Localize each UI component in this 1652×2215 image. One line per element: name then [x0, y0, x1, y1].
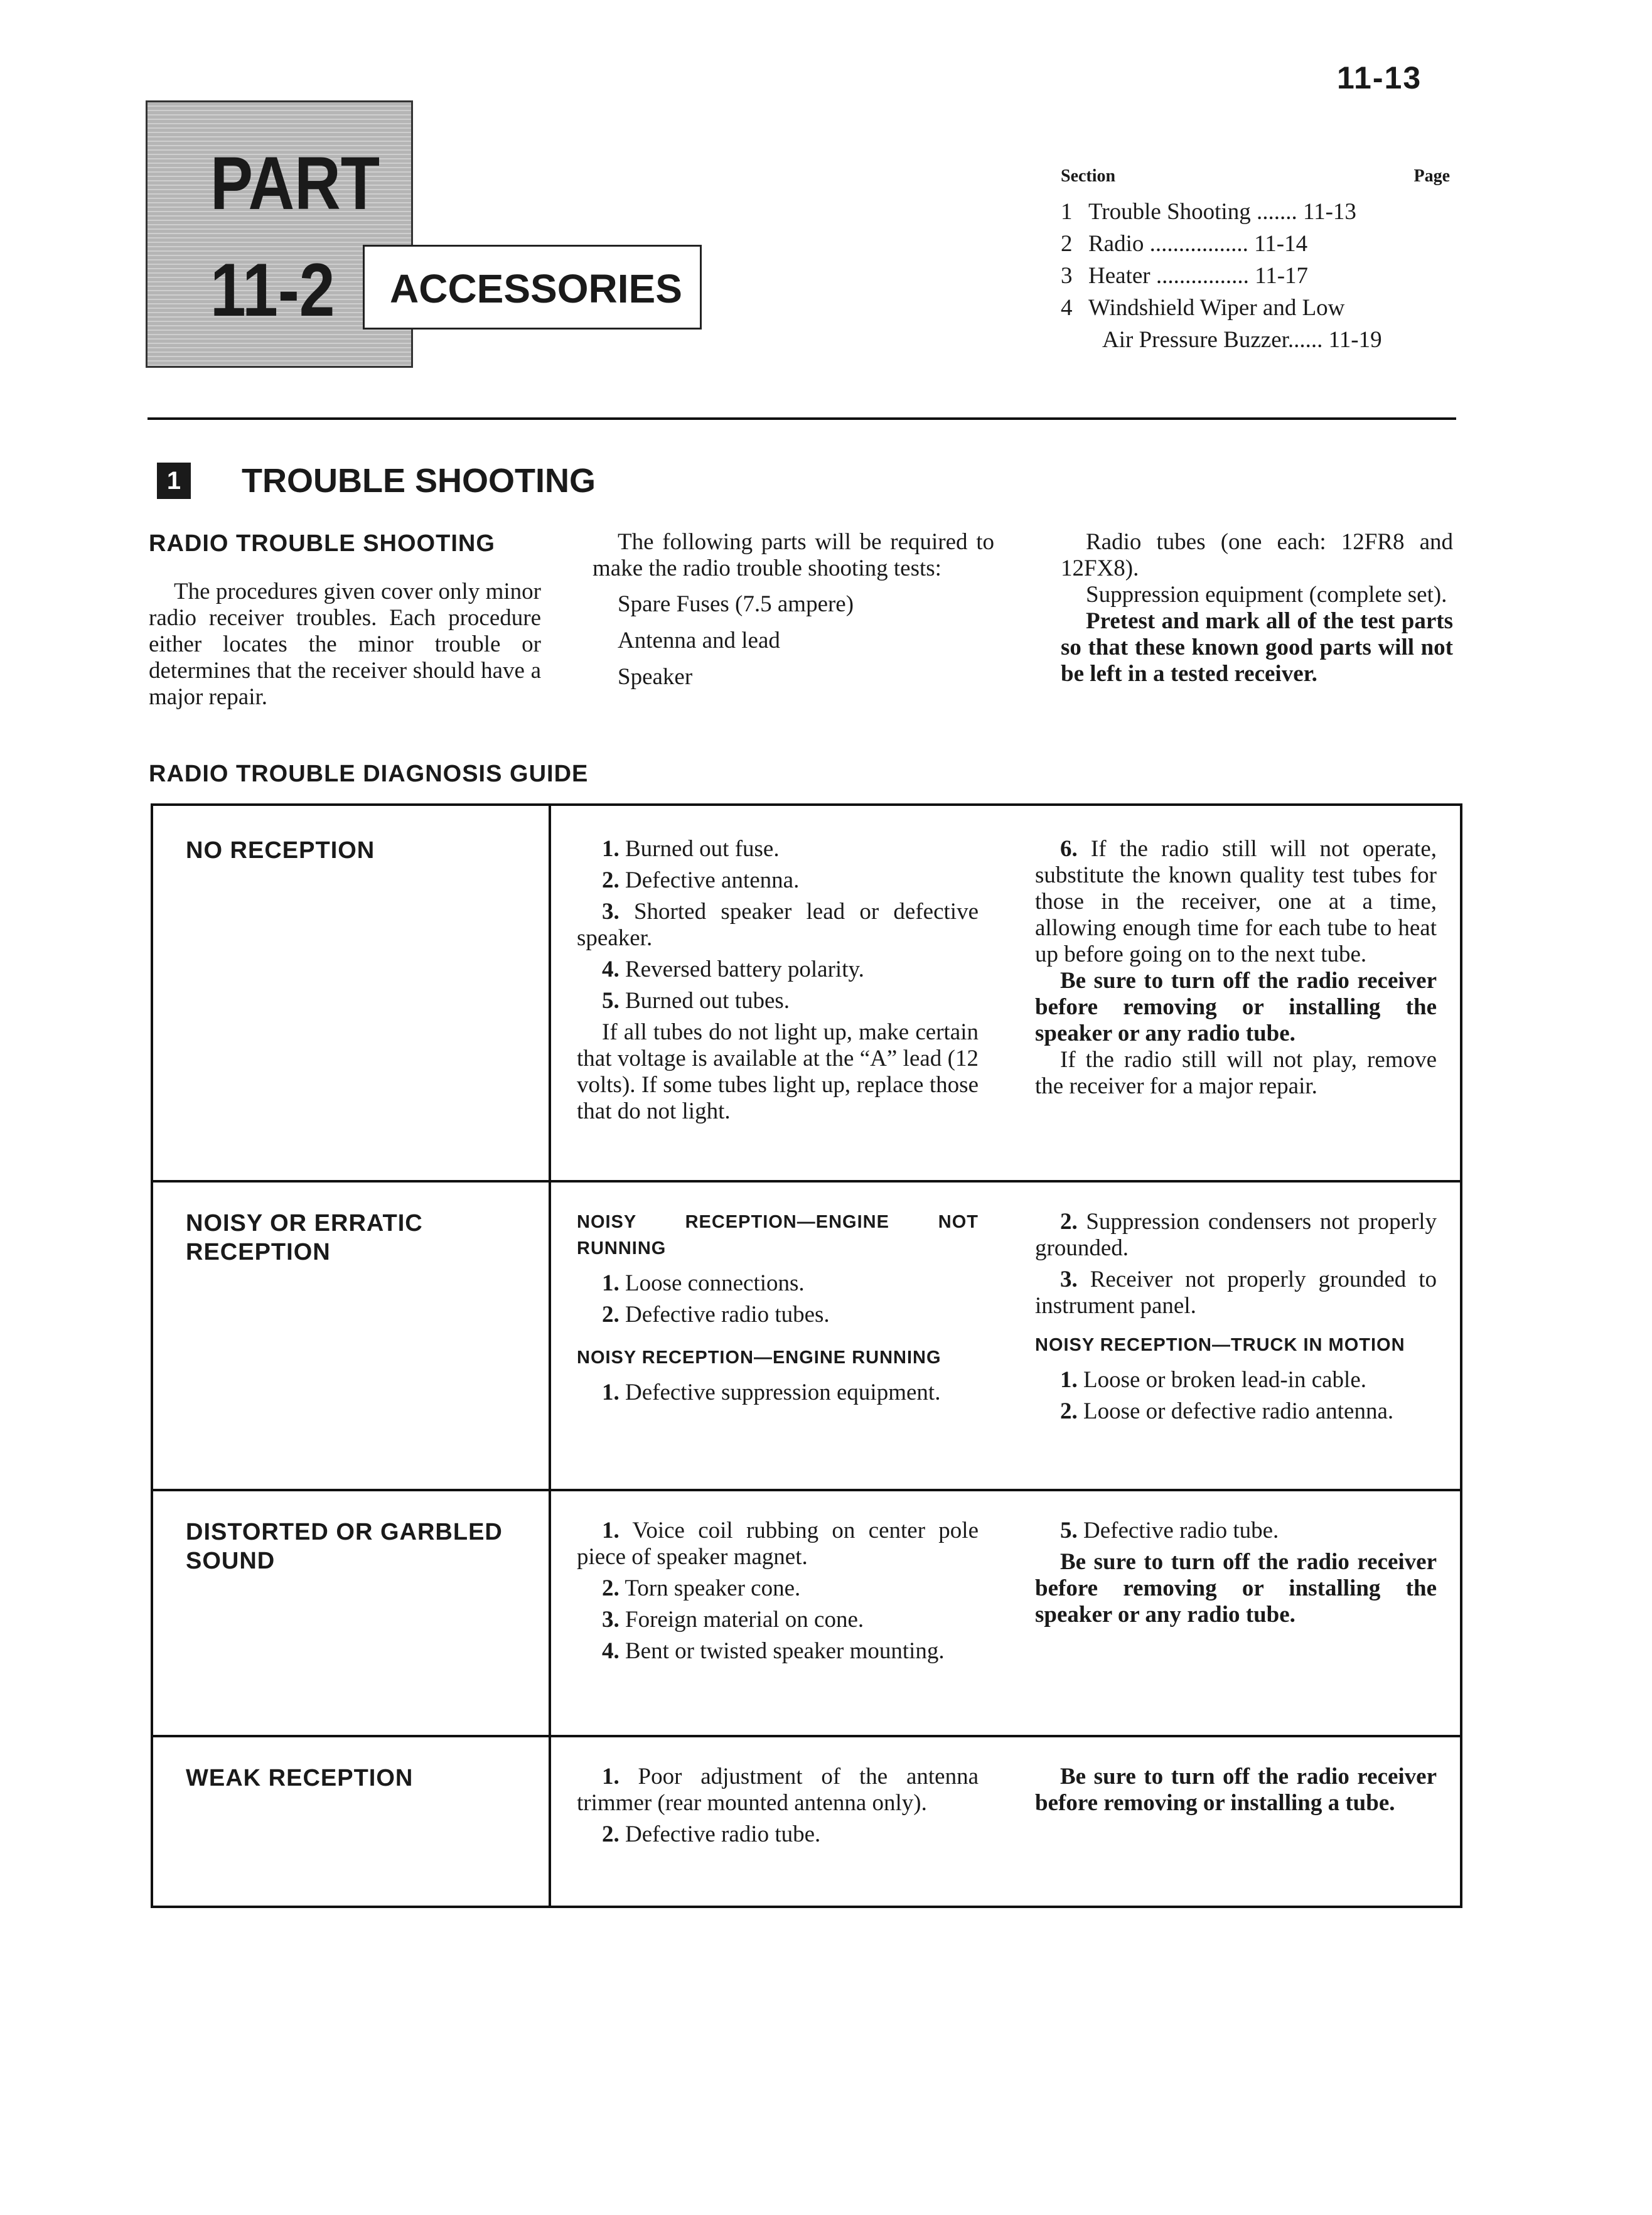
intro-paragraph: The procedures given cover only minor radio receiver troubles. Each procedure either locates the minor trouble or determines that the receiver should have a major repair.: [149, 579, 541, 710]
weak-reception-warning-cell: [1035, 1764, 1437, 1816]
cause-item: 1. Defective suppression equipment.: [602, 1380, 941, 1405]
radio-trouble-shooting-heading: RADIO TROUBLE SHOOTING: [149, 530, 495, 557]
cause-item: 1. Loose connections.: [602, 1270, 805, 1296]
table-row-divider: [153, 1489, 1460, 1491]
cause-item: 2. Defective radio tube.: [602, 1821, 821, 1847]
table-column-divider: [549, 806, 551, 1906]
part-item: Speaker: [618, 664, 693, 690]
radio-trouble-shooting-intro: [149, 579, 541, 711]
condition-noisy-reception: NOISY OR ERRATIC RECEPTION: [186, 1210, 423, 1265]
cause-item: 6. If the radio still will not operate, substitute the known quality test tubes for those in the receiver, one at a time, allowing enough time for each tube to heat up before going on to the next tube.: [1035, 836, 1437, 967]
toc-entry: [1061, 196, 1450, 228]
toc-entry-title: Trouble Shooting ....... 11-13: [1088, 199, 1356, 225]
parts-required: [593, 529, 994, 699]
table-row-divider: [153, 1180, 1460, 1183]
parts-intro: The following parts will be required to make the radio trouble shooting tests:: [593, 529, 994, 581]
part-title-box: [363, 245, 702, 330]
toc-entry: [1061, 260, 1450, 292]
noisy-truck-in-motion-heading: NOISY RECEPTION—TRUCK IN MOTION: [1035, 1335, 1405, 1355]
cause-item: 2. Suppression condensers not properly grounded.: [1035, 1209, 1437, 1261]
cause-item: 2. Defective radio tubes.: [602, 1302, 830, 1327]
cause-item: 2. Defective antenna.: [602, 867, 800, 893]
turn-off-warning: Be sure to turn off the radio receiver before removing or installing the speaker or any radio tube.: [1035, 1549, 1437, 1628]
cause-item: 5. Defective radio tube.: [1060, 1518, 1279, 1543]
cause-item: 3. Receiver not properly grounded to instrument panel.: [1035, 1267, 1437, 1319]
condition-weak-reception: WEAK RECEPTION: [186, 1765, 414, 1791]
toc-entry: [1061, 292, 1450, 324]
toc-entry-number: 1: [1061, 199, 1073, 225]
part-item: Spare Fuses (7.5 ampere): [618, 591, 854, 617]
turn-off-warning: Be sure to turn off the radio receiver before removing or installing the speaker or any radio tube.: [1035, 968, 1437, 1046]
part-word: PART: [210, 141, 380, 225]
toc-entry-title: Heater ................ 11-17: [1088, 263, 1309, 289]
toc-entry-title-continued: Air Pressure Buzzer...... 11-19: [1102, 327, 1382, 353]
no-reception-remedies: [1035, 836, 1437, 1100]
tube-light-note: If all tubes do not light up, make certain that voltage is available at the “A” lead (12 volts). If some tubes light up, replace those that do not light.: [577, 1019, 979, 1124]
cause-item: 3. Shorted speaker lead or defective speaker.: [577, 899, 979, 951]
toc-entry-number: 4: [1061, 295, 1073, 321]
distorted-sound-causes-continued: [1035, 1518, 1437, 1628]
pretest-warning: Pretest and mark all of the test parts so that these known good parts will not be left in a tested receiver.: [1061, 608, 1453, 687]
part-number: 11-2: [210, 248, 335, 332]
part-title: ACCESSORIES: [390, 266, 682, 311]
weak-reception-causes: [577, 1764, 979, 1853]
cause-item: 2. Torn speaker cone.: [602, 1575, 801, 1601]
noisy-reception-causes-continued: [1035, 1209, 1437, 1430]
table-row-divider: [153, 1735, 1460, 1737]
toc-entry-title: Radio ................. 11-14: [1088, 231, 1308, 257]
toc-entry: [1061, 228, 1450, 260]
diagnosis-guide-heading: RADIO TROUBLE DIAGNOSIS GUIDE: [149, 761, 589, 787]
cause-item: 4. Bent or twisted speaker mounting.: [602, 1638, 945, 1664]
toc-entry-title: Windshield Wiper and Low: [1088, 295, 1345, 321]
section-index: [1061, 160, 1450, 356]
cause-item: 4. Reversed battery polarity.: [602, 957, 864, 982]
noisy-engine-not-running-heading: NOISY RECEPTION—ENGINE NOT RUNNING: [577, 1212, 979, 1258]
noisy-reception-causes: [577, 1209, 979, 1411]
parts-suppression: Suppression equipment (complete set).: [1086, 582, 1447, 608]
toc-entry-number: 2: [1061, 231, 1073, 257]
toc-section-label: Section: [1061, 166, 1116, 186]
toc-entry-number: 3: [1061, 263, 1073, 289]
cause-item: 2. Loose or defective radio antenna.: [1060, 1398, 1394, 1424]
condition-distorted-sound: DISTORTED OR GARBLED SOUND: [186, 1519, 503, 1574]
noisy-engine-running-heading: NOISY RECEPTION—ENGINE RUNNING: [577, 1348, 941, 1368]
section-badge: 1: [157, 463, 191, 499]
toc-page-label: Page: [1413, 166, 1450, 186]
no-reception-causes: [577, 836, 979, 1125]
cause-item: 1. Poor adjustment of the antenna trimmer (rear mounted antenna only).: [577, 1764, 979, 1816]
section-title: TROUBLE SHOOTING: [242, 462, 596, 500]
page-number: 11-13: [1337, 60, 1422, 95]
distorted-sound-causes: [577, 1518, 979, 1670]
diagnosis-table: [151, 803, 1462, 1908]
cause-item: 3. Foreign material on cone.: [602, 1607, 864, 1633]
cause-item: 5. Burned out tubes.: [602, 988, 790, 1014]
cause-item: 1. Loose or broken lead-in cable.: [1060, 1367, 1367, 1393]
parts-tubes: Radio tubes (one each: 12FR8 and 12FX8).: [1061, 529, 1453, 581]
major-repair-note: If the radio still will not play, remove the receiver for a major repair.: [1035, 1047, 1437, 1099]
cause-item: 1. Voice coil rubbing on center pole piece of speaker magnet.: [577, 1518, 979, 1570]
turn-off-warning: Be sure to turn off the radio receiver before removing or installing a tube.: [1035, 1764, 1437, 1816]
header-divider: [148, 417, 1456, 420]
cause-item: 1. Burned out fuse.: [602, 836, 780, 862]
parts-continued: [1061, 529, 1453, 687]
part-item: Antenna and lead: [618, 628, 780, 653]
condition-no-reception: NO RECEPTION: [186, 837, 375, 864]
